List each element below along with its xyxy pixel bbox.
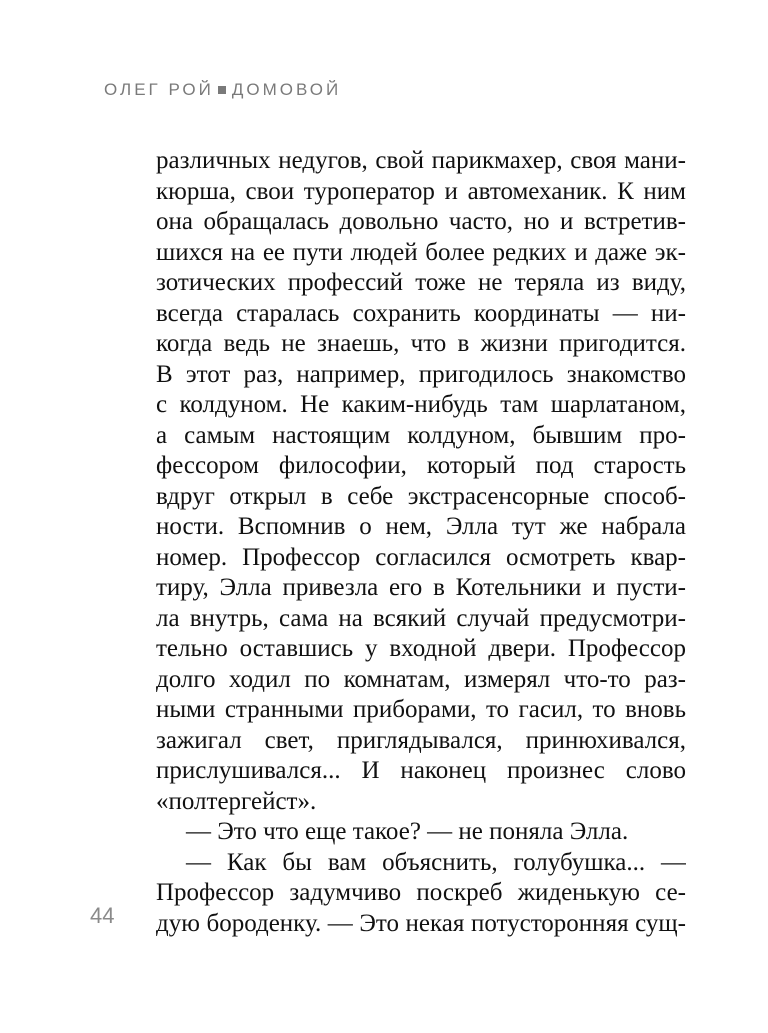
running-head — [104, 80, 341, 100]
text-line: Профессор задумчиво поскреб жиденькую се- — [156, 879, 686, 906]
text-line: ными странными приборами, то гасил, то вновь — [156, 696, 686, 723]
text-line: шихся на ее пути людей более редких и даже эк- — [156, 238, 686, 266]
text-line: дую бороденку. — Это некая потусторонняя сущ- — [156, 909, 686, 937]
text-line: тиру, Элла привезла его в Котельники и пусти- — [156, 574, 686, 601]
text-line: — Это что еще такое? — не поняла Элла. — [186, 818, 629, 845]
text-line: всегда старалась сохранить координаты — ни- — [156, 299, 686, 327]
page-number: 44 — [90, 903, 115, 928]
text-line: зотических профессий тоже не теряла из виду, — [156, 269, 686, 296]
text-line: номер. Профессор согласился осмотреть квар- — [156, 543, 686, 571]
text-line: — Как бы вам объяснить, голубушка... — — [186, 848, 686, 876]
body-text — [156, 146, 686, 939]
text-line: когда ведь не знаешь, что в жизни пригодится. — [156, 330, 686, 357]
text-line: ла внутрь, сама на всякий случай предусмотри- — [156, 604, 686, 632]
text-line: тельно оставшись у входной двери. Профессор — [156, 635, 686, 662]
text-line: В этот раз, например, пригодилось знакомство — [156, 360, 686, 388]
text-line: кюрша, свои туроператор и автомеханик. К ним — [156, 177, 686, 205]
text-line: вдруг открыл в себе экстрасенсорные способ- — [156, 482, 686, 510]
running-head-author: ОЛЕГ РОЙ — [104, 80, 214, 99]
text-line: с колдуном. Не каким-нибудь там шарлатаном, — [156, 391, 686, 418]
text-line: различных недугов, свой парикмахер, своя мани- — [156, 147, 686, 174]
text-line: зажигал свет, приглядывался, принюхивался, — [156, 726, 686, 754]
text-line: долго ходил по комнатам, измерял что-то раз- — [156, 665, 686, 693]
text-line: а самым настоящим колдуном, бывшим про- — [156, 421, 686, 449]
text-line: «полтергейст». — [156, 787, 317, 815]
text-line: ности. Вспомнив о нем, Элла тут же набрала — [156, 513, 686, 540]
text-line: прислушивался... И наконец произнес слово — [156, 757, 686, 784]
separator-square-icon — [218, 86, 226, 94]
text-line: фессором философии, который под старость — [156, 452, 686, 479]
running-head-title: ДОМОВОЙ — [231, 80, 342, 99]
text-line: она обращалась довольно часто, но и встретив- — [156, 208, 686, 235]
